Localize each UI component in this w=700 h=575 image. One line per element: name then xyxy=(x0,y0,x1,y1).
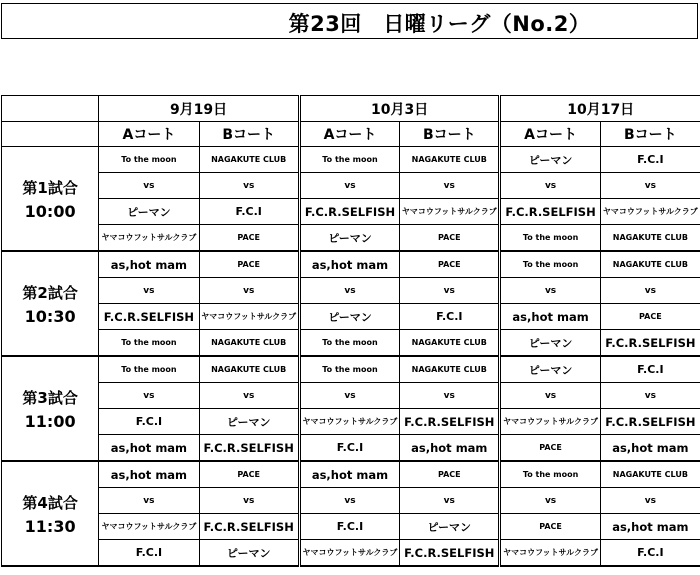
referee-cell: F.C.I xyxy=(600,540,700,567)
referee-cell: PACE xyxy=(500,435,600,462)
match-time: 11:30 xyxy=(24,516,76,536)
vs-cell: vs xyxy=(400,383,500,409)
referee-cell: ピーマン xyxy=(299,225,399,252)
team-cell: NAGAKUTE CLUB xyxy=(199,356,299,383)
court-header: Bコート xyxy=(600,122,700,147)
vs-cell: vs xyxy=(99,488,199,514)
team-cell: as,hot mam xyxy=(600,514,700,540)
team-cell: PACE xyxy=(600,304,700,330)
referee-cell: F.C.R.SELFISH xyxy=(600,330,700,357)
vs-cell: vs xyxy=(299,383,399,409)
referee-cell: as,hot mam xyxy=(99,435,199,462)
team-cell: ピーマン xyxy=(500,147,600,173)
match-row xyxy=(2,435,700,462)
court-header: Aコート xyxy=(99,122,199,147)
team-cell: PACE xyxy=(199,461,299,488)
team-cell: PACE xyxy=(400,251,500,278)
match-label-cell xyxy=(2,251,99,356)
vs-cell: vs xyxy=(500,278,600,304)
match-row xyxy=(2,173,700,199)
team-cell: To the moon xyxy=(299,147,399,173)
vs-cell: vs xyxy=(199,278,299,304)
team-cell: F.C.R.SELFISH xyxy=(400,409,500,435)
match-label-cell xyxy=(2,356,99,461)
match-row xyxy=(2,409,700,435)
match-time: 11:00 xyxy=(24,411,76,431)
referee-cell: F.C.I xyxy=(299,435,399,462)
team-cell: as,hot mam xyxy=(99,251,199,278)
team-cell: F.C.I xyxy=(299,514,399,540)
team-cell: as,hot mam xyxy=(299,251,399,278)
referee-cell: NAGAKUTE CLUB xyxy=(400,330,500,357)
match-row xyxy=(2,330,700,357)
vs-cell: vs xyxy=(199,383,299,409)
date-header: 10月3日 xyxy=(299,96,500,122)
team-cell: ヤマコウフットサルクラブ xyxy=(99,514,199,540)
referee-cell: PACE xyxy=(400,225,500,252)
match-row xyxy=(2,304,700,330)
referee-cell: F.C.R.SELFISH xyxy=(199,435,299,462)
match-label: 第1試合 xyxy=(22,178,78,197)
match-row xyxy=(2,540,700,567)
vs-cell: vs xyxy=(299,278,399,304)
team-cell: PACE xyxy=(199,251,299,278)
team-cell: as,hot mam xyxy=(299,461,399,488)
match-row xyxy=(2,461,700,488)
match-row xyxy=(2,147,700,173)
team-cell: as,hot mam xyxy=(99,461,199,488)
vs-cell: vs xyxy=(299,488,399,514)
date-header: 10月17日 xyxy=(500,96,700,122)
court-header: Bコート xyxy=(400,122,500,147)
team-cell: ヤマコウフットサルクラブ xyxy=(199,304,299,330)
team-cell: NAGAKUTE CLUB xyxy=(400,147,500,173)
team-cell: PACE xyxy=(500,514,600,540)
team-cell: as,hot mam xyxy=(500,304,600,330)
match-row xyxy=(2,199,700,225)
referee-cell: To the moon xyxy=(299,330,399,357)
referee-cell: F.C.I xyxy=(99,540,199,567)
corner-cell xyxy=(2,96,99,122)
referee-cell: PACE xyxy=(199,225,299,252)
match-label-cell xyxy=(2,461,99,566)
vs-cell: vs xyxy=(99,278,199,304)
referee-cell: ヤマコウフットサルクラブ xyxy=(99,225,199,252)
match-label: 第3試合 xyxy=(22,388,78,407)
match-row xyxy=(2,251,700,278)
page-title: 第23回 日曜リーグ（No.2） xyxy=(288,12,591,36)
date-row xyxy=(2,96,700,122)
match-time: 10:00 xyxy=(24,201,76,221)
date-header: 9月19日 xyxy=(99,96,300,122)
vs-cell: vs xyxy=(500,383,600,409)
vs-cell: vs xyxy=(500,488,600,514)
team-cell: To the moon xyxy=(99,147,199,173)
match-row xyxy=(2,278,700,304)
match-label: 第2試合 xyxy=(22,283,78,302)
schedule-table xyxy=(1,95,700,567)
vs-cell: vs xyxy=(99,383,199,409)
match-row xyxy=(2,488,700,514)
team-cell: F.C.I xyxy=(400,304,500,330)
team-cell: ピーマン xyxy=(500,356,600,383)
team-cell: ヤマコウフットサルクラブ xyxy=(400,199,500,225)
team-cell: ピーマン xyxy=(400,514,500,540)
referee-cell: NAGAKUTE CLUB xyxy=(199,330,299,357)
vs-cell: vs xyxy=(299,173,399,199)
court-header: Aコート xyxy=(299,122,399,147)
referee-cell: as,hot mam xyxy=(400,435,500,462)
team-cell: F.C.R.SELFISH xyxy=(500,199,600,225)
team-cell: F.C.R.SELFISH xyxy=(299,199,399,225)
vs-cell: vs xyxy=(199,173,299,199)
vs-cell: vs xyxy=(600,278,700,304)
vs-cell: vs xyxy=(199,488,299,514)
team-cell: F.C.I xyxy=(99,409,199,435)
corner-cell xyxy=(2,122,99,147)
vs-cell: vs xyxy=(500,173,600,199)
team-cell: ピーマン xyxy=(299,304,399,330)
referee-cell: F.C.R.SELFISH xyxy=(400,540,500,567)
team-cell: F.C.I xyxy=(600,356,700,383)
match-time: 10:30 xyxy=(24,306,76,326)
team-cell: F.C.R.SELFISH xyxy=(600,409,700,435)
team-cell: F.C.I xyxy=(600,147,700,173)
team-cell: F.C.R.SELFISH xyxy=(199,514,299,540)
match-row xyxy=(2,225,700,252)
referee-cell: To the moon xyxy=(500,225,600,252)
team-cell: NAGAKUTE CLUB xyxy=(400,356,500,383)
team-cell: PACE xyxy=(400,461,500,488)
referee-cell: NAGAKUTE CLUB xyxy=(600,225,700,252)
team-cell: F.C.I xyxy=(199,199,299,225)
team-cell: ヤマコウフットサルクラブ xyxy=(299,409,399,435)
vs-cell: vs xyxy=(600,488,700,514)
vs-cell: vs xyxy=(400,173,500,199)
team-cell: ピーマン xyxy=(99,199,199,225)
team-cell: NAGAKUTE CLUB xyxy=(600,251,700,278)
title-bar xyxy=(1,3,698,39)
team-cell: F.C.R.SELFISH xyxy=(99,304,199,330)
team-cell: NAGAKUTE CLUB xyxy=(199,147,299,173)
team-cell: NAGAKUTE CLUB xyxy=(600,461,700,488)
team-cell: To the moon xyxy=(500,251,600,278)
team-cell: To the moon xyxy=(299,356,399,383)
court-header: Aコート xyxy=(500,122,600,147)
team-cell: ヤマコウフットサルクラブ xyxy=(600,199,700,225)
court-header: Bコート xyxy=(199,122,299,147)
vs-cell: vs xyxy=(600,383,700,409)
referee-cell: To the moon xyxy=(99,330,199,357)
vs-cell: vs xyxy=(600,173,700,199)
vs-cell: vs xyxy=(400,488,500,514)
referee-cell: ピーマン xyxy=(500,330,600,357)
vs-cell: vs xyxy=(99,173,199,199)
team-cell: To the moon xyxy=(99,356,199,383)
match-label-cell xyxy=(2,147,99,252)
match-row xyxy=(2,514,700,540)
match-row xyxy=(2,356,700,383)
team-cell: To the moon xyxy=(500,461,600,488)
referee-cell: ヤマコウフットサルクラブ xyxy=(299,540,399,567)
referee-cell: as,hot mam xyxy=(600,435,700,462)
team-cell: ヤマコウフットサルクラブ xyxy=(500,409,600,435)
match-row xyxy=(2,383,700,409)
referee-cell: ヤマコウフットサルクラブ xyxy=(500,540,600,567)
team-cell: ピーマン xyxy=(199,409,299,435)
court-row xyxy=(2,122,700,147)
referee-cell: ピーマン xyxy=(199,540,299,567)
match-label: 第4試合 xyxy=(22,493,78,512)
vs-cell: vs xyxy=(400,278,500,304)
